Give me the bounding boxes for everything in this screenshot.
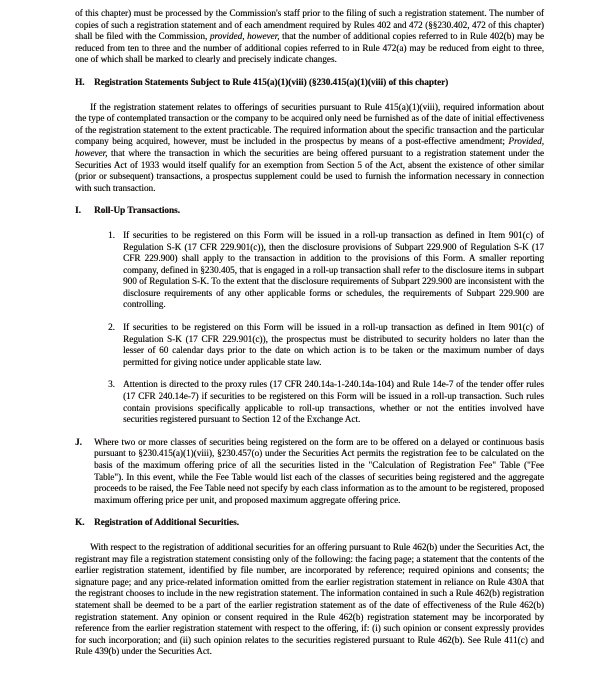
rollup-item-3 bbox=[75, 379, 544, 425]
section-h-letter: H. bbox=[75, 76, 85, 87]
section-k-paragraph: With respect to the registration of additional securities for an offering pursuant to Rule 462(b) under the Securities Act, the registrant may file a registration statement consisting only of the following: the facing page; a statement that the contents of the earlier registration statement, identified by file number, are incorporated by reference; required opinions and consents; the signature page; and any price-related information omitted from the earlier registration statement in reliance on Rule 430A that the registrant chooses to include in the new registration statement. The information contained in such a Rule 462(b) registration statement shall be deemed to be a part of the earlier registration statement as of the date of effectiveness of the Rule 462(b) registration statement. Any opinion or consent required in the Rule 462(b) registration statement may be incorporated by reference from the earlier registration statement with respect to the offering, if: (i) such opinion or consent expressly provides for such incorporation; and (ii) such opinion relates to the securities registered pursuant to Rule 462(b). See Rule 411(c) and Rule 439(b) under the Securities Act. bbox=[75, 541, 544, 657]
continuation-paragraph bbox=[75, 8, 544, 66]
rollup-item-3-text: Attention is directed to the proxy rules (17 CFR 240.14a-1-240.14a-104) and Rule 14e-7 of the tender offer rules (17 CFR 240.14e-7) if securities to be registered on this Form will be issued in a roll-up transaction. Such rules contain provisions specifically applicable to roll-up transactions, whether or not the entities involved have securities registered pursuant to Section 12 of the Exchange Act. bbox=[123, 379, 544, 425]
section-k-letter: K. bbox=[75, 517, 85, 528]
section-i-title: Roll-Up Transactions. bbox=[94, 205, 180, 216]
section-j-letter: J. bbox=[75, 436, 82, 447]
section-i-heading bbox=[75, 205, 544, 217]
rollup-item-2 bbox=[75, 322, 544, 368]
section-h-paragraph bbox=[75, 102, 544, 195]
proviso-italic-text: provided, however, bbox=[209, 31, 280, 42]
section-h-proviso-italic: Provided, however, bbox=[75, 136, 544, 158]
rollup-item-1-number: 1. bbox=[108, 229, 115, 240]
section-h-text-1: If the registration statement relates to offerings of securities pursuant to Rule 415(a)(1)(viii), required information about the type of contemplated transaction or the company to be acquired only need be furnished as of the date of initial effectiveness of the registration statement to the extent practicable. The required information about the specific transaction and the particular company being acquired, however, must be included in the prospectus by means of a post-effective amendment; bbox=[75, 101, 544, 147]
section-h-title: Registration Statements Subject to Rule 415(a)(1)(viii) (§230.415(a)(1)(viii) of this chapter) bbox=[94, 76, 449, 87]
continuation-text-1: of this chapter) must be processed by the Commission's staff prior to the filing of such a registration statement. The number of copies of such a registration statement and of each amendment required by Rules 402 and 472 (§§230.402, 472 of this chapter) shall be filed with the Commission, bbox=[75, 8, 544, 42]
section-h-heading bbox=[75, 77, 544, 89]
rollup-item-2-text: If securities to be registered on this Form will be issued in a roll-up transaction as defined in Item 901(c) of Regulation S-K (17 CFR 229.901(c)), the prospectus must be distributed to security holders no later than the lesser of 60 calendar days prior to the date on which action is to be taken or the maximum number of days permitted for giving notice under applicable state law. bbox=[123, 322, 544, 367]
section-j-text: Where two or more classes of securities being registered on the form are to be offered on a delayed or continuous basis pursuant to §230.415(a)(1)(viii), §230.457(o) under the Securities Act permits the registration fee to be calculated on the basis of the maximum offering price of all the securities listed in the "Calculation of Registration Fee" Table ("Fee Table"). In this event, while the Fee Table would list each of the classes of securities being registered and the aggregate proceeds to be raised, the Fee Table need not specify by each class information as to the amount to be registered, proposed maximum offering price per unit, and proposed maximum aggregate offering price. bbox=[94, 436, 544, 505]
section-i-letter: I. bbox=[75, 205, 81, 216]
rollup-item-3-number: 3. bbox=[108, 379, 115, 390]
rollup-item-2-number: 2. bbox=[108, 322, 115, 333]
rollup-item-1-text: If securities to be registered on this Form will be issued in a roll-up transaction as defined in Item 901(c) of Regulation S-K (17 CFR 229.901(c)), then the disclosure provisions of Subpart 229.900 of Regulation S-K (17 CFR 229.900) shall apply to the transaction in addition to the provisions of this Form. A smaller reporting company, defined in §230.405, that is engaged in a roll-up transaction shall refer to the disclosure items in subpart 900 of Regulation S-K. To the extent that the disclosure requirements of Subpart 229.900 are inconsistent with the disclosure requirements of any other applicable forms or schedules, the requirements of Subpart 229.900 are controlling. bbox=[123, 229, 544, 310]
continuation-text-2: that the number of additional copies referred to in Rule 402(b) may be reduced from ten to three and the number of additional copies referred to in Rule 472(a) may be reduced from eight to three, one of which shall be marked to clearly and precisely indicate changes. bbox=[75, 31, 544, 65]
section-k-title: Registration of Additional Securities. bbox=[94, 517, 239, 528]
section-k-heading bbox=[75, 517, 544, 529]
section-h-text-2: that where the transaction in which the securities are being offered pursuant to a registration statement under the Securities Act of 1933 would itself qualify for an exemption from Section 5 of the Act, absent the existence of other similar (prior or subsequent) transactions, a prospectus supplement could be used to furnish the information necessary in connection with such transaction. bbox=[75, 147, 544, 193]
rollup-item-1 bbox=[75, 230, 544, 311]
section-j-paragraph bbox=[75, 437, 544, 507]
